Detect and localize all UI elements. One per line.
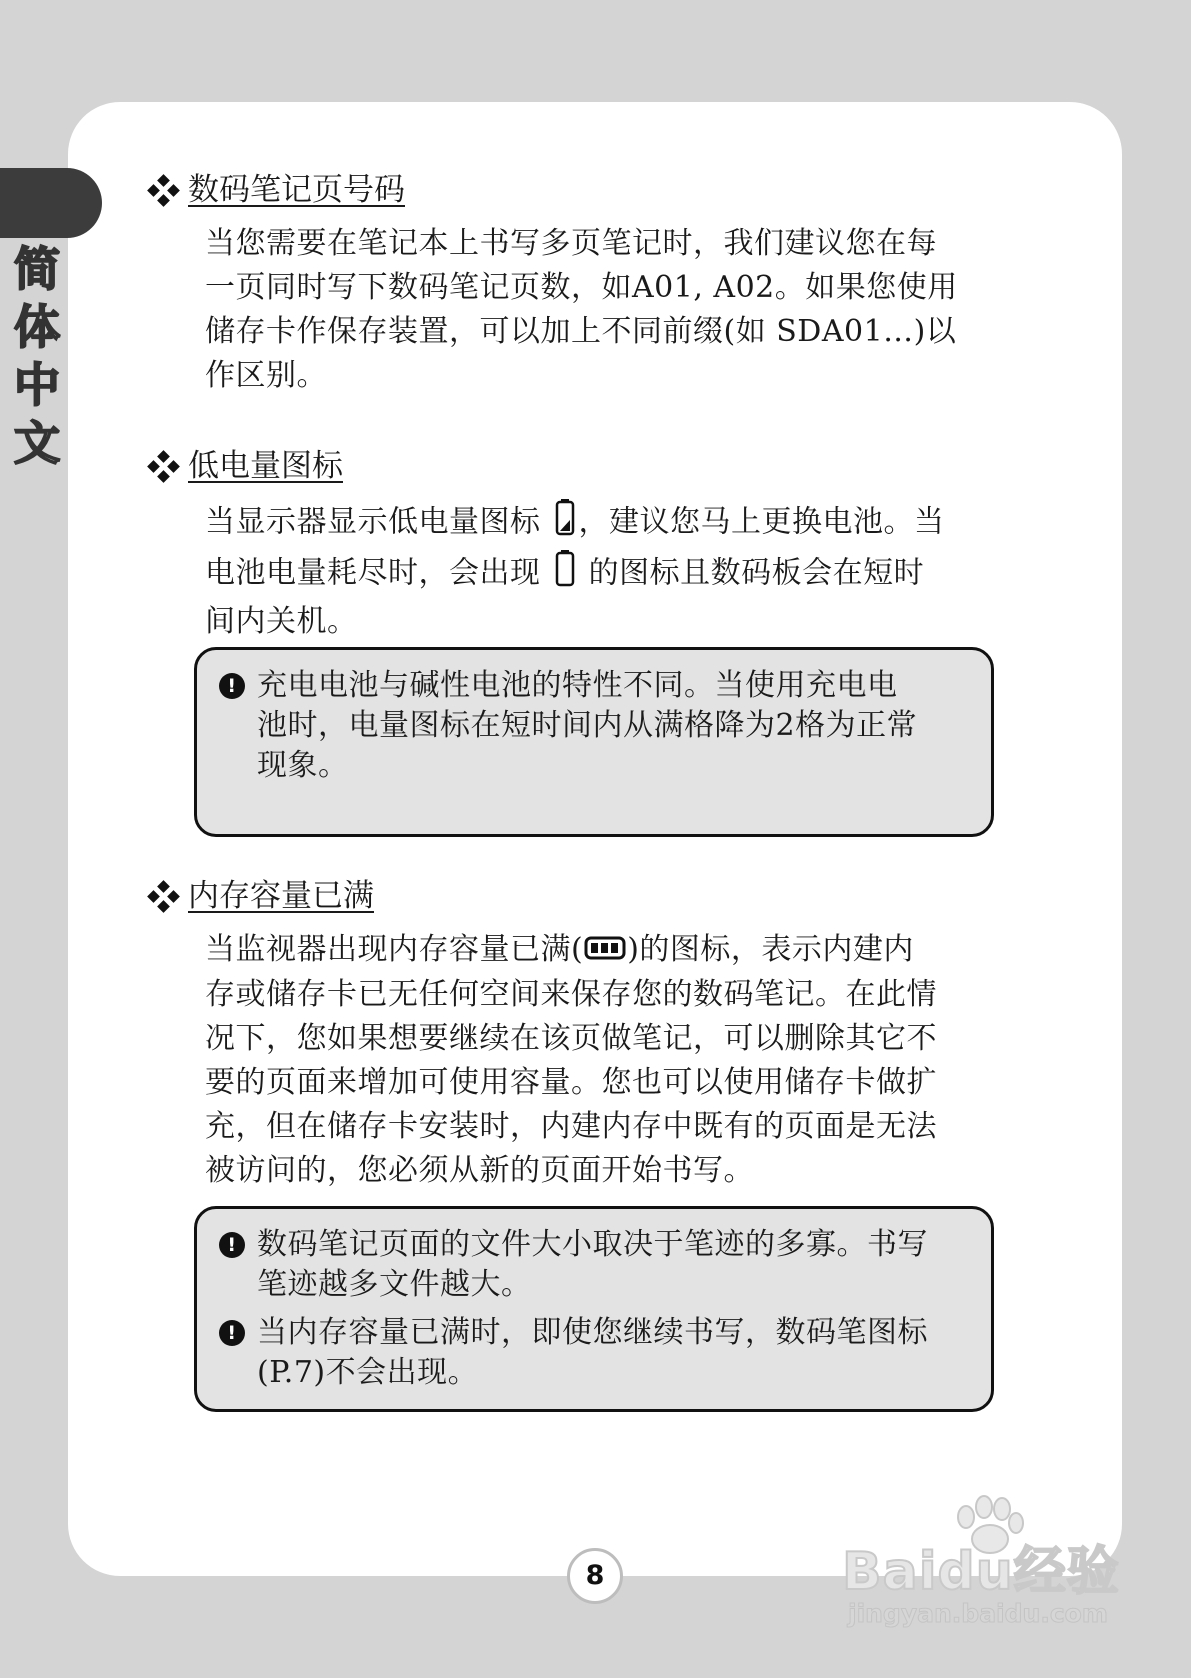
- paragraph-line: 电池电量耗尽时，会出现: [205, 555, 551, 591]
- watermark-logo: Baidu经验: [842, 1542, 1120, 1602]
- baidu-watermark: [842, 1495, 1142, 1645]
- note-line: 池时，电量图标在短时间内从满格降为2格为正常: [257, 708, 918, 743]
- side-tab: [0, 168, 102, 238]
- paragraph-line: )的图标，表示内建内: [627, 932, 914, 967]
- paragraph-line: 存或储存卡已无任何空间来保存您的数码笔记。在此情: [205, 977, 937, 1012]
- note-line: 现象。: [257, 748, 349, 783]
- note-item: [219, 1225, 969, 1305]
- note-item: [219, 1313, 969, 1393]
- note-line: 数码笔记页面的文件大小取决于笔迹的多寡。书写: [257, 1227, 928, 1262]
- note-box-battery: [194, 647, 994, 837]
- paragraph-line: 当您需要在笔记本上书写多页笔记时，我们建议您在每: [205, 226, 937, 261]
- section-title-low-battery: 低电量图标: [146, 446, 343, 486]
- paragraph-line: 被访问的，您必须从新的页面开始书写。: [205, 1153, 754, 1188]
- section-paragraph: [205, 928, 985, 1193]
- paragraph-line: 充，但在储存卡安装时，内建内存中既有的页面是无法: [205, 1109, 937, 1144]
- paragraph-line: 间内关机。: [205, 604, 358, 639]
- note-box-memory: [194, 1206, 994, 1412]
- paragraph-line: ，建议您马上更换电池。当: [578, 504, 945, 540]
- exclamation-icon: !: [219, 1232, 245, 1258]
- battery-empty-icon: [555, 549, 575, 600]
- section-title-memory-full: 内存容量已满: [146, 876, 374, 916]
- diamond-bullet-icon: [146, 449, 182, 483]
- note-line: 当内存容量已满时，即使您继续书写，数码笔图标: [257, 1315, 928, 1350]
- paragraph-line: 要的页面来增加可使用容量。您也可以使用储存卡做扩: [205, 1065, 937, 1100]
- paragraph-line: 况下，您如果想要继续在该页做笔记，可以删除其它不: [205, 1021, 937, 1056]
- side-label-char: 中: [14, 358, 60, 412]
- note-line: 充电电池与碱性电池的特性不同。当使用充电电: [257, 668, 898, 703]
- battery-low-icon: [555, 498, 575, 549]
- paragraph-line: 一页同时写下数码笔记页数，如A01, A02。如果您使用: [205, 270, 958, 305]
- paragraph-line: 储存卡作保存装置，可以加上不同前缀(如 SDA01…)以: [205, 314, 957, 349]
- side-language-label: [6, 240, 68, 472]
- diamond-bullet-icon: [146, 173, 182, 207]
- note-line: (P.7)不会出现。: [257, 1355, 479, 1390]
- paragraph-line: 当监视器出现内存容量已满(: [205, 932, 584, 967]
- section-paragraph: [205, 222, 985, 398]
- diamond-bullet-icon: [146, 879, 182, 913]
- side-label-char: 简: [14, 242, 60, 296]
- memory-full-icon: [584, 929, 626, 973]
- page-number: 8: [567, 1548, 623, 1604]
- watermark-url: jingyan.baidu.com: [848, 1599, 1108, 1628]
- side-label-char: 文: [14, 416, 60, 470]
- exclamation-icon: !: [219, 1320, 245, 1346]
- section-paragraph: [205, 498, 985, 644]
- paragraph-line: 的图标且数码板会在短时: [578, 555, 925, 591]
- side-label-char: 体: [14, 300, 60, 354]
- note-line: 笔迹越多文件越大。: [257, 1267, 532, 1302]
- section-title-page-number: 数码笔记页号码: [146, 170, 405, 210]
- paragraph-line: 当显示器显示低电量图标: [205, 504, 551, 540]
- paragraph-line: 作区别。: [205, 358, 327, 393]
- note-item: [219, 666, 969, 786]
- exclamation-icon: !: [219, 673, 245, 699]
